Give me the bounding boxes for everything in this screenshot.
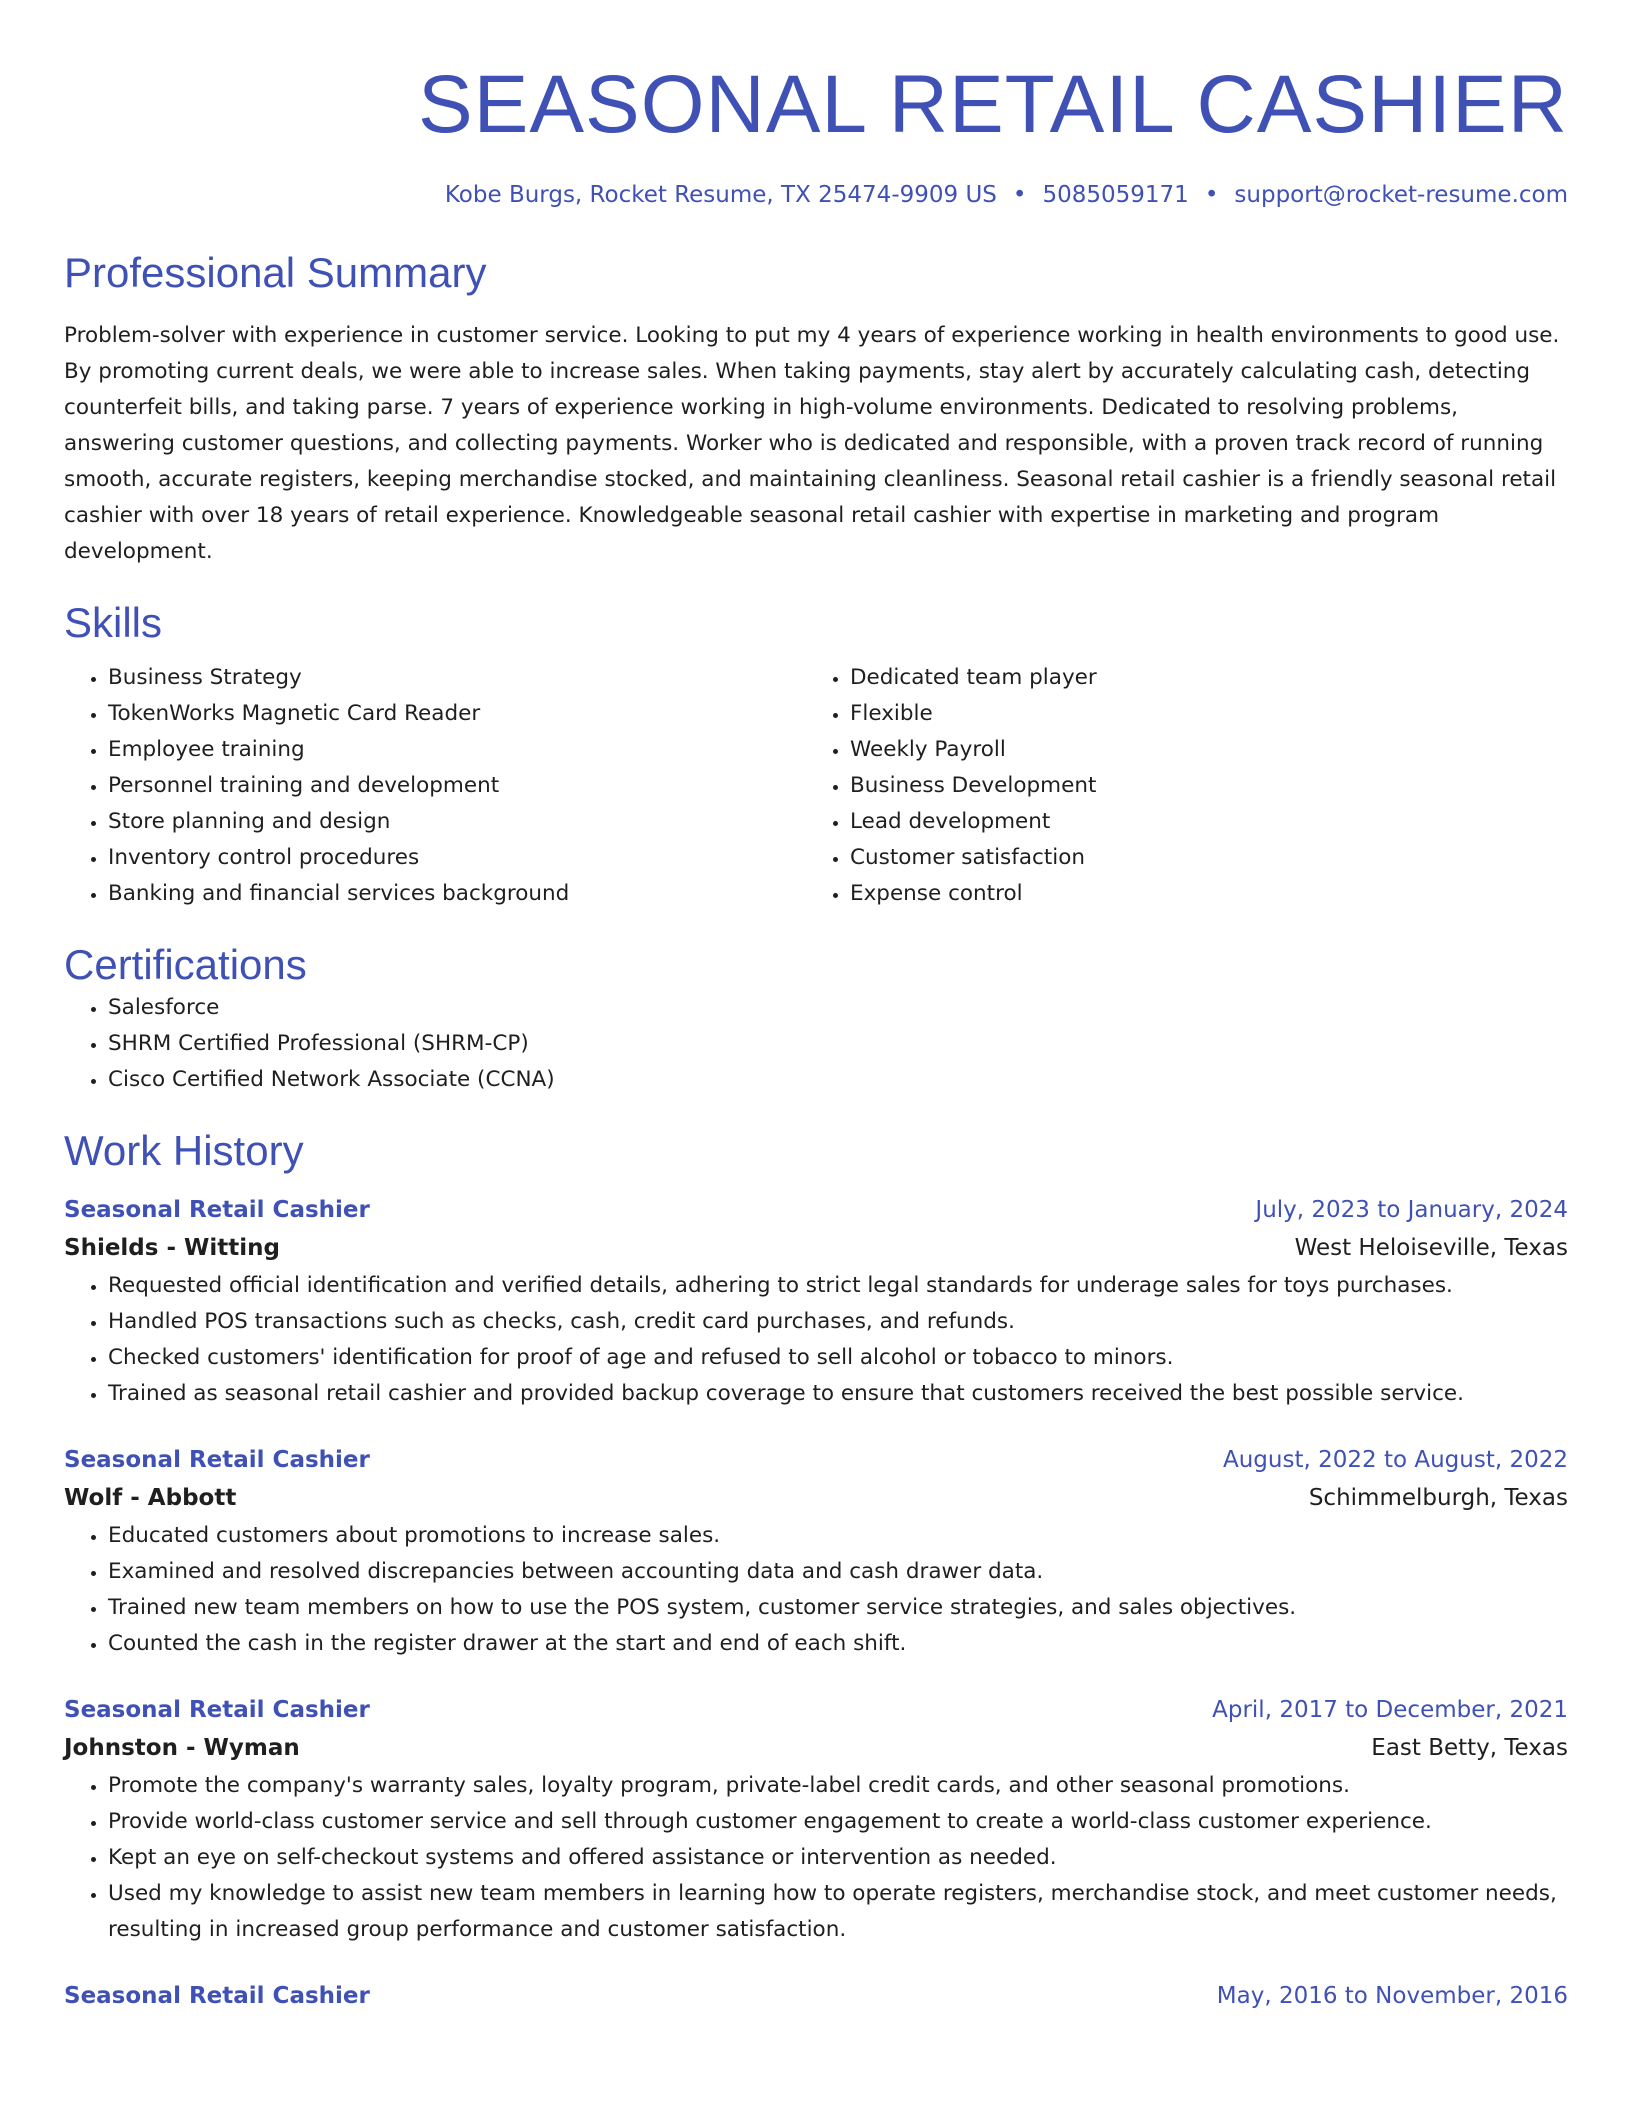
skill-item: • Business Strategy (108, 660, 806, 696)
skills-list-right (806, 660, 1548, 912)
skill-item: • Personnel training and development (108, 768, 806, 804)
skills-grid (64, 660, 1568, 912)
job-dates: July, 2023 to January, 2024 (1255, 1197, 1568, 1223)
job-entry (64, 1978, 1568, 2014)
job-entry (64, 1192, 1568, 1412)
job-header-row (64, 1442, 1568, 1478)
summary-heading: Professional Summary (64, 249, 487, 296)
job-header-row (64, 1192, 1568, 1228)
job-dates: May, 2016 to November, 2016 (1216, 1983, 1568, 2009)
work-history-heading: Work History (64, 1127, 304, 1174)
certifications-heading: Certifications (64, 941, 307, 988)
job-duty: • Handled POS transactions such as checks, cash, credit card purchases, and refunds. (108, 1304, 1568, 1340)
skill-item: • Customer satisfaction (850, 840, 1548, 876)
skill-item: • Banking and financial services background (108, 876, 806, 912)
job-title: Seasonal Retail Cashier (64, 1983, 370, 2009)
job-header-row (64, 1978, 1568, 2014)
job-duty: • Kept an eye on self-checkout systems and offered assistance or intervention as needed. (108, 1840, 1568, 1876)
resume-title: SEASONAL RETAIL CASHIER (417, 59, 1568, 150)
certification-item: • SHRM Certified Professional (SHRM-CP) (108, 1026, 1568, 1062)
certification-item: • Salesforce (108, 990, 1568, 1026)
job-duty: • Counted the cash in the register drawer at the start and end of each shift. (108, 1626, 1568, 1662)
skills-column-right (806, 660, 1548, 912)
skill-item: • Flexible (850, 696, 1548, 732)
job-duty: • Trained as seasonal retail cashier and provided backup coverage to ensure that customers received the best possible service. (108, 1376, 1568, 1412)
job-duty: • Provide world-class customer service and sell through customer engagement to create a world-class customer experience. (108, 1804, 1568, 1840)
job-location: East Betty, Texas (1371, 1735, 1568, 1761)
job-location: West Heloiseville, Texas (1294, 1235, 1568, 1261)
skill-item: • Store planning and design (108, 804, 806, 840)
skill-item: • Employee training (108, 732, 806, 768)
skills-heading: Skills (64, 599, 163, 646)
contact-phone: 5085059171 (1042, 182, 1189, 208)
job-company-row (64, 1228, 1568, 1268)
job-location: Schimmelburgh, Texas (1308, 1485, 1568, 1511)
certification-item: • Cisco Certified Network Associate (CCNA) (108, 1062, 1568, 1098)
contact-separator: • (1012, 182, 1027, 208)
job-header-row (64, 1692, 1568, 1728)
job-company-row (64, 1478, 1568, 1518)
job-duties-list (64, 1768, 1568, 1948)
job-entry (64, 1442, 1568, 1662)
skill-item: • Business Development (850, 768, 1548, 804)
job-company: Johnston - Wyman (64, 1735, 300, 1761)
job-duty: • Promote the company's warranty sales, loyalty program, private-label credit cards, and other seasonal promotions. (108, 1768, 1568, 1804)
skill-item: • Inventory control procedures (108, 840, 806, 876)
job-company: Wolf - Abbott (64, 1485, 237, 1511)
skills-list-left (64, 660, 806, 912)
skill-item: • Expense control (850, 876, 1548, 912)
job-duty: • Used my knowledge to assist new team members in learning how to operate registers, merchandise stock, and meet customer needs, resulting in increased group performance and customer satisfaction. (108, 1876, 1568, 1948)
contact-address: Kobe Burgs, Rocket Resume, TX 25474-9909 US (444, 182, 997, 208)
summary-text: Problem-solver with experience in customer service. Looking to put my 4 years of experience working in health environments to good use. By promoting current deals, we were able to increase sales. When taking payments, stay alert by accurately calculating cash, detecting counterfeit bills, and taking parse. 7 years of experience working in high-volume environments. Dedicated to resolving problems, answering customer questions, and collecting payments. Worker who is dedicated and responsible, with a proven track record of running smooth, accurate registers, keeping merchandise stocked, and maintaining cleanliness. Seasonal retail cashier is a friendly seasonal retail cashier with over 18 years of retail experience. Knowledgeable seasonal retail cashier with expertise in marketing and program development. (64, 323, 1560, 564)
job-company-row (64, 1728, 1568, 1768)
certifications-list (64, 990, 1568, 1098)
job-company: Shields - Witting (64, 1235, 280, 1261)
job-dates: August, 2022 to August, 2022 (1223, 1447, 1568, 1473)
skill-item: • Dedicated team player (850, 660, 1548, 696)
job-dates: April, 2017 to December, 2021 (1212, 1697, 1568, 1723)
skills-column-left (64, 660, 806, 912)
job-title: Seasonal Retail Cashier (64, 1447, 370, 1473)
job-title: Seasonal Retail Cashier (64, 1697, 370, 1723)
skill-item: • Weekly Payroll (850, 732, 1548, 768)
job-duty: • Checked customers' identification for proof of age and refused to sell alcohol or tobacco to minors. (108, 1340, 1568, 1376)
job-duties-list (64, 1518, 1568, 1662)
job-entry (64, 1692, 1568, 1948)
job-duty: • Trained new team members on how to use the POS system, customer service strategies, and sales objectives. (108, 1590, 1568, 1626)
contact-email: support@rocket-resume.com (1234, 182, 1568, 208)
contact-line (64, 180, 1568, 210)
job-duty: • Requested official identification and verified details, adhering to strict legal standards for underage sales for toys purchases. (108, 1268, 1568, 1304)
skill-item: • TokenWorks Magnetic Card Reader (108, 696, 806, 732)
contact-separator: • (1204, 182, 1219, 208)
job-duty: • Educated customers about promotions to increase sales. (108, 1518, 1568, 1554)
skill-item: • Lead development (850, 804, 1548, 840)
job-duties-list (64, 1268, 1568, 1412)
job-title: Seasonal Retail Cashier (64, 1197, 370, 1223)
job-duty: • Examined and resolved discrepancies between accounting data and cash drawer data. (108, 1554, 1568, 1590)
